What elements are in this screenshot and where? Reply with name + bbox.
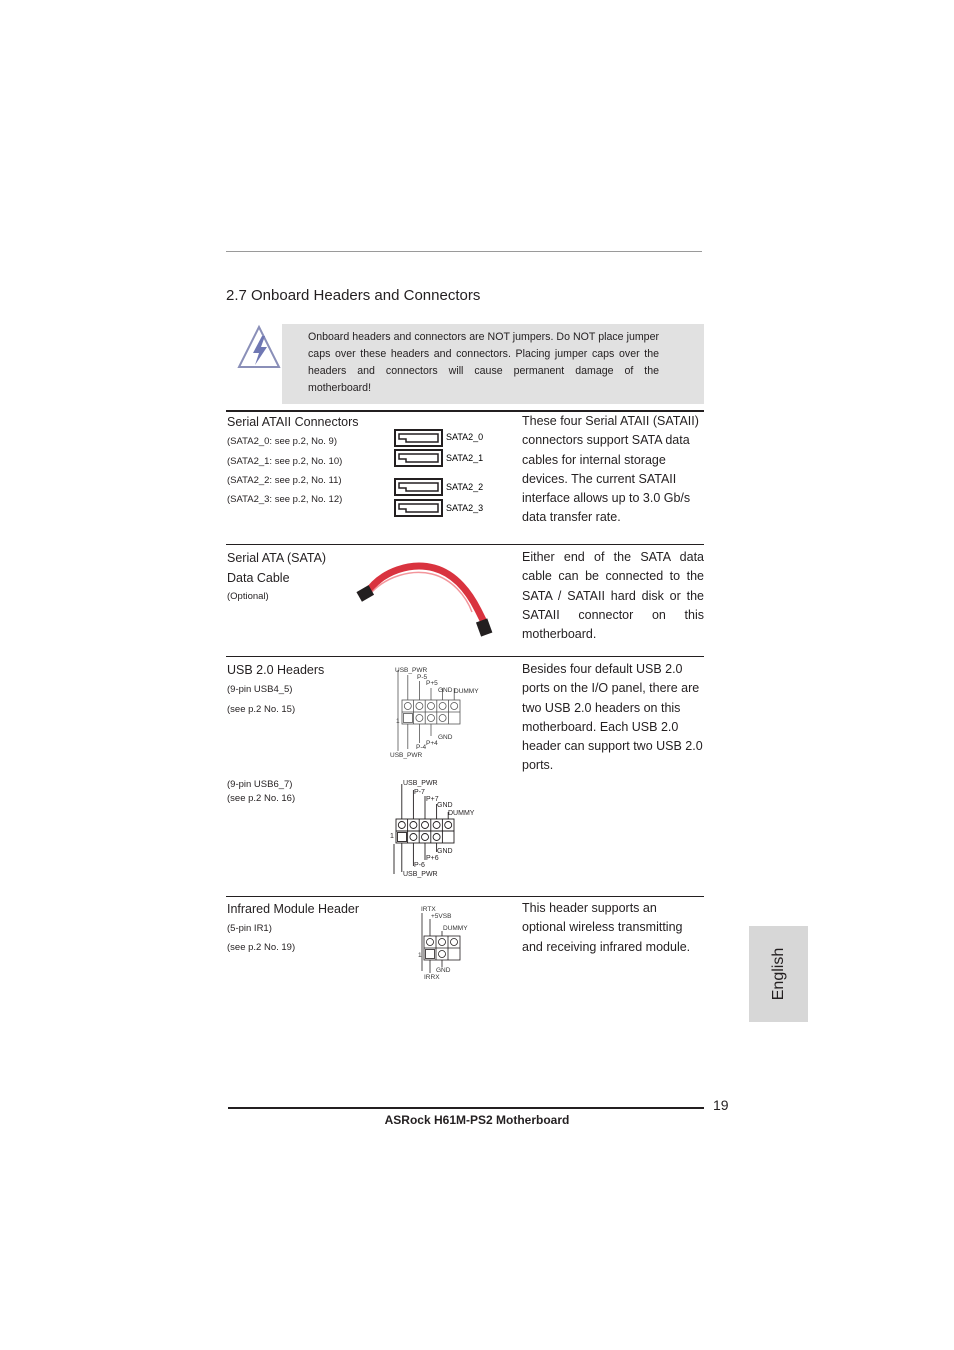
row-divider [226, 896, 704, 897]
language-tab [749, 926, 808, 1022]
usb-ref1-line2: (see p.2 No. 15) [227, 704, 296, 715]
usb45-label-pplus-b: P+4 [426, 740, 438, 747]
footer-title: ASRock H61M-PS2 Motherboard [384, 1113, 570, 1127]
usb45-label-one: 1 [396, 718, 400, 725]
usb67-label-dummy: DUMMY [448, 810, 475, 817]
page-number: 19 [713, 1097, 729, 1113]
usb-description: Besides four default USB 2.0 ports on the I/O panel, there are two USB 2.0 headers on this motherboard. Each USB 2.0 header can support two USB 2.0 ports. [522, 662, 703, 773]
sata-ref-3: (SATA2_3: see p.2, No. 12) [227, 494, 343, 505]
usb67-label-gnd-bottom: GND [437, 848, 453, 855]
cable-title-line1: Serial ATA (SATA) [227, 551, 327, 565]
usb45-label-pminus-b: P-4 [416, 744, 427, 751]
ir-ref-line2: (see p.2 No. 19) [227, 942, 296, 953]
usb67-label-one: 1 [390, 833, 394, 840]
ir-label-irtx: IRTX [421, 906, 436, 913]
ir-pin-diagram [414, 903, 484, 983]
warning-icon [236, 324, 282, 370]
sata-title: Serial ATAII Connectors [227, 415, 359, 429]
ir-label-one: 1 [418, 952, 422, 959]
usb67-label-pwr-top: USB_PWR [403, 780, 438, 787]
ir-label-gnd: GND [436, 967, 451, 974]
usb45-label-pwr-top: USB_PWR [395, 667, 428, 674]
usb-ref2-line1: (9-pin USB6_7) [227, 779, 293, 790]
sata-port-2 [395, 479, 442, 495]
sata-port-label-0: SATA2_0 [446, 432, 484, 442]
sata-port-label-2: SATA2_2 [446, 482, 484, 492]
usb45-pin-diagram [388, 663, 480, 763]
row-divider [226, 544, 704, 545]
usb67-label-pplus-b: P+6 [426, 855, 439, 862]
sata-port-label-1: SATA2_1 [446, 453, 484, 463]
sata-connectors-diagram [392, 428, 492, 520]
usb-ref2-line2: (see p.2 No. 16) [227, 793, 296, 804]
sata-port-1 [395, 450, 442, 466]
usb45-label-gnd-bottom: GND [438, 734, 453, 741]
sata-description: These four Serial ATAII (SATAII) connectors support SATA data cables for internal storage devices. The current SATAII interface allows up to 3.0 Gb/s data transfer rate. [522, 414, 699, 525]
language-tab-label: English [769, 947, 787, 1001]
ir-label-irrx: IRRX [424, 974, 440, 981]
usb45-label-pplus: P+5 [426, 680, 438, 687]
sata-port-0 [395, 430, 442, 446]
cable-note: (Optional) [227, 591, 269, 602]
usb67-label-pplus: P+7 [426, 796, 439, 803]
top-divider [226, 251, 702, 252]
sata-cable-image [352, 560, 502, 640]
usb45-label-gnd-top: GND [438, 687, 453, 694]
ir-description: This header supports an optional wireless transmitting and receiving infrared module. [522, 901, 691, 954]
sata-ref-2: (SATA2_2: see p.2, No. 11) [227, 475, 342, 486]
sata-port-label-3: SATA2_3 [446, 503, 484, 513]
cable-title-line2: Data Cable [227, 571, 290, 585]
sata-port-3 [395, 500, 442, 516]
ir-label-5vsb: +5VSB [431, 913, 452, 920]
usb67-label-pwr-bottom: USB_PWR [403, 871, 438, 878]
usb45-label-pminus: P-5 [417, 674, 428, 681]
footer-divider [228, 1107, 704, 1109]
ir-ref-line1: (5-pin IR1) [227, 923, 272, 934]
usb67-pin-diagram [390, 776, 482, 880]
usb67-label-pminus: P-7 [414, 789, 425, 796]
usb-ref1-line1: (9-pin USB4_5) [227, 684, 293, 695]
warning-text: Onboard headers and connectors are NOT jumpers. Do NOT place jumper caps over these headers and connectors. Placing jumper caps over the headers and connectors will cause permanent damage of the motherboard! [308, 331, 659, 394]
section-title: 2.7 Onboard Headers and Connectors [226, 287, 481, 304]
usb67-label-gnd-top: GND [437, 802, 453, 809]
usb45-label-dummy: DUMMY [454, 688, 479, 695]
cable-description: Either end of the SATA data cable can be connected to the SATA / SATAII hard disk or the SATAII connector on this motherboard. [522, 550, 704, 642]
usb67-label-pminus-b: P-6 [414, 862, 425, 869]
row-divider [226, 656, 704, 657]
ir-label-dummy: DUMMY [443, 925, 468, 932]
sata-ref-0: (SATA2_0: see p.2, No. 9) [227, 436, 338, 447]
sata-ref-1: (SATA2_1: see p.2, No. 10) [227, 456, 343, 467]
usb45-label-pwr-bottom: USB_PWR [390, 752, 423, 759]
ir-title: Infrared Module Header [227, 902, 360, 916]
usb-title: USB 2.0 Headers [227, 663, 325, 677]
